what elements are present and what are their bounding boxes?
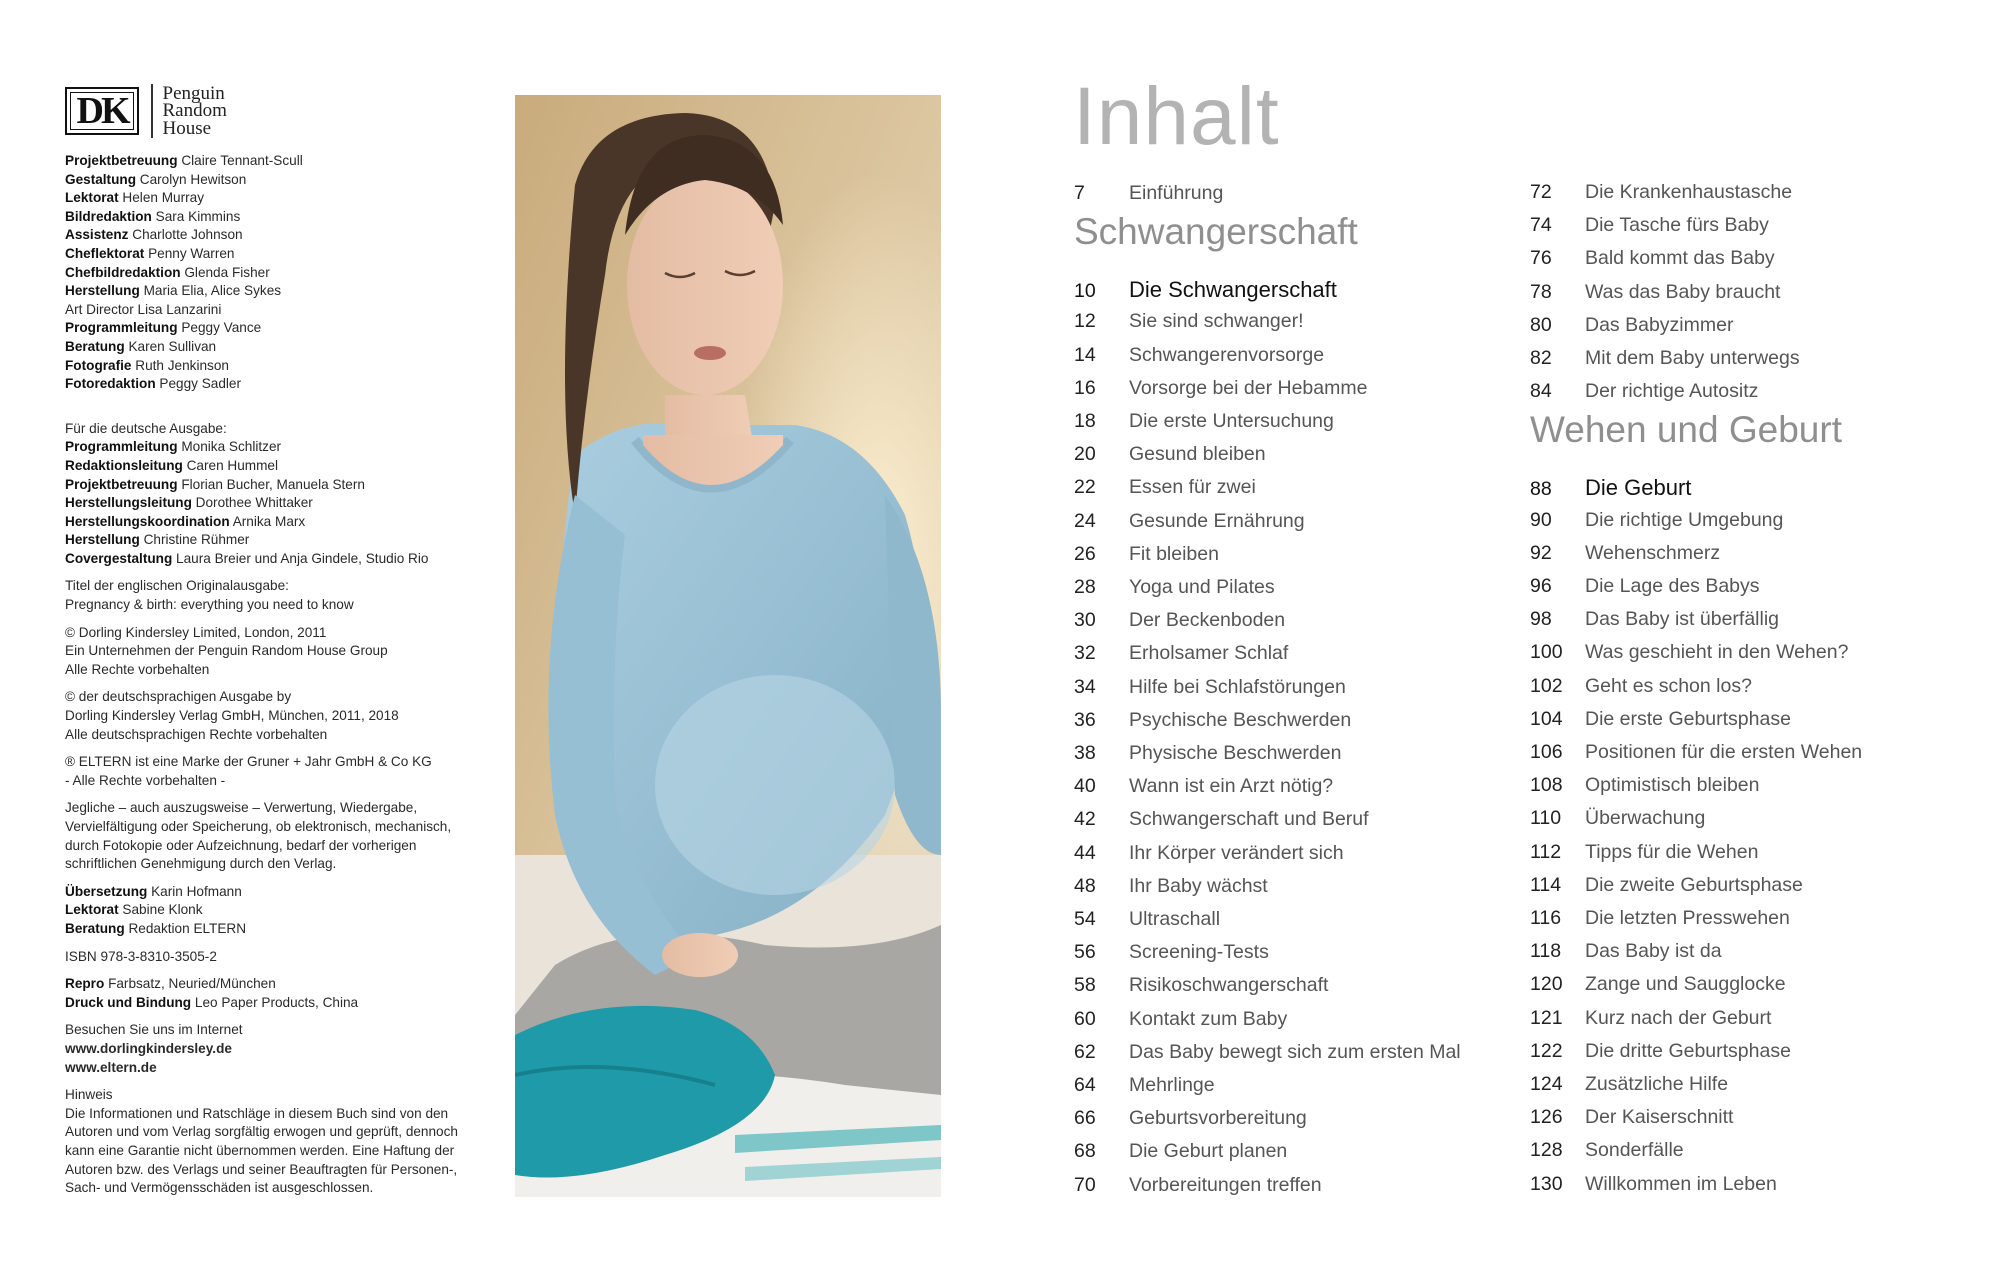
entry-title: Psychische Beschwerden [1129,708,1352,731]
toc-entry[interactable] [1074,1008,1287,1031]
credit-name: Glenda Fisher [184,264,270,280]
dk-penguin-logo [65,82,485,140]
entry-title: Hilfe bei Schlafstörungen [1129,675,1346,698]
toc-entry[interactable] [1074,908,1220,931]
toc-entry[interactable] [1530,807,1705,830]
entry-title: Optimistisch bleiben [1585,774,1760,797]
entry-title: Sie sind schwanger! [1129,310,1304,333]
page-number: 66 [1074,1107,1096,1130]
dk-logo-mark: DK [65,87,139,135]
german-edition-heading: Für die deutsche Ausgabe: [65,420,227,436]
page-number: 12 [1074,310,1096,333]
page-number: 116 [1530,907,1562,929]
entry-title: Was das Baby braucht [1585,280,1781,303]
credit-role: Druck und Bindung [65,994,192,1010]
entry-title: Die erste Geburtsphase [1585,707,1791,730]
entry-title: Die dritte Geburtsphase [1585,1039,1791,1062]
credit-role: Bildredaktion [65,208,152,224]
page-number: 44 [1074,841,1096,864]
page-number: 30 [1074,609,1096,632]
page-number: 20 [1074,443,1096,466]
entry-title: Fit bleiben [1129,542,1219,565]
web-intro: Besuchen Sie uns im Internet [65,1022,243,1038]
toc-entry[interactable] [1530,380,1758,403]
entry-title: Überwachung [1585,807,1706,830]
credit-role: Lektorat [65,902,119,918]
entry-title: Der Kaiserschnitt [1585,1106,1734,1129]
page-number: 70 [1074,1173,1096,1196]
page-number: 96 [1530,575,1552,597]
toc-entry[interactable] [1074,609,1285,632]
credit-line [65,513,485,532]
credit-name: Art Director Lisa Lanzarini [65,301,222,317]
entry-title: Gesunde Ernährung [1129,509,1305,532]
entry-title: Erholsamer Schlaf [1129,642,1289,665]
page-number: 54 [1074,908,1096,930]
credit-name: Ruth Jenkinson [135,357,229,373]
chapter-entry[interactable] [1074,277,1337,303]
entry-title: Wehenschmerz [1585,541,1721,564]
toc-entry[interactable] [1074,476,1256,499]
toc-entry[interactable] [1074,576,1275,599]
entry-title: Kurz nach der Geburt [1585,1006,1772,1029]
credit-line [65,282,485,301]
credit-line [65,301,485,320]
toc-entry[interactable] [1074,443,1266,466]
entry-title: Wann ist ein Arzt nötig? [1129,775,1334,798]
entry-title: Essen für zwei [1129,476,1256,499]
web-link-dk[interactable]: www.dorlingkindersley.de [65,1040,232,1056]
credit-role: Programmleitung [65,439,178,455]
entry-title: Ihr Baby wächst [1129,874,1268,897]
page-number: 98 [1530,608,1552,631]
toc-entry[interactable] [1074,642,1288,665]
toc-entry[interactable] [1074,709,1351,732]
page-number: 22 [1074,476,1096,499]
credit-name: Peggy Sadler [159,376,242,392]
credit-role: Beratung [65,920,125,936]
credit-line [65,975,485,994]
entry-title: Die Krankenhaustasche [1585,181,1793,203]
toc-entry[interactable] [1074,182,1223,205]
credits-german [65,438,485,568]
credit-name: Monika Schlitzer [181,439,282,455]
trademark-line: - Alle Rechte vorbehalten - [65,772,226,788]
rights-line: Vervielfältigung oder Speicherung, ob elektronisch, mechanisch, [65,819,452,834]
entry-title: Die zweite Geburtsphase [1585,873,1803,896]
publisher-line: House [162,117,212,139]
credit-name: Dorothee Whittaker [195,495,313,511]
toc-entry[interactable] [1074,808,1369,831]
credit-role: Herstellungsleitung [65,495,192,511]
page-number: 112 [1530,840,1562,863]
page-number: 56 [1074,941,1096,964]
toc-entry[interactable] [1074,1140,1287,1163]
page-number: 114 [1530,873,1562,896]
entry-title: Mit dem Baby unterwegs [1585,347,1800,369]
pregnant-woman-meditating-photo [515,95,941,1197]
toc-entry[interactable] [1530,214,1769,237]
toc-entry[interactable] [1530,708,1791,731]
toc-entry[interactable] [1074,1074,1215,1097]
credit-role: Fotografie [65,357,132,373]
entry-title: Willkommen im Leben [1585,1172,1777,1195]
page-number: 32 [1074,642,1096,665]
toc-entry[interactable] [1530,774,1760,797]
web-link-eltern[interactable]: www.eltern.de [65,1059,157,1075]
credit-role: Projektbetreuung [65,476,178,492]
toc-entry[interactable] [1530,314,1733,337]
toc-entry[interactable] [1530,575,1760,598]
entry-title: Geburtsvorbereitung [1129,1107,1307,1130]
credit-name: Karin Hofmann [151,883,242,899]
credit-name: Peggy Vance [181,320,262,336]
entry-title: Die letzten Presswehen [1585,907,1790,929]
credit-line [65,531,485,550]
entry-title: Die erste Untersuchung [1129,410,1334,432]
page-number: 60 [1074,1007,1096,1030]
entry-title: Das Baby bewegt sich zum ersten Mal [1129,1040,1461,1063]
toc-entry[interactable] [1530,641,1848,664]
section-heading: Schwangerschaft [1074,211,1358,253]
entry-title: Gesund bleiben [1129,443,1266,466]
section-heading: Wehen und Geburt [1530,409,1842,451]
copyright-uk-line: Alle Rechte vorbehalten [65,661,210,677]
credit-name: Maria Elia, Alice Sykes [143,283,282,299]
page-number: 40 [1074,775,1096,798]
page-number: 78 [1530,280,1552,303]
publisher-line: Random [162,100,227,122]
page-number: 124 [1530,1073,1563,1095]
credit-role: Beratung [65,338,125,354]
credit-role: Herstellung [65,532,140,548]
photo-illustration [515,95,941,1197]
entry-title: Die Geburt planen [1129,1140,1288,1163]
credit-line [65,189,485,208]
entry-title: Das Babyzimmer [1585,313,1734,336]
credit-line [65,494,485,513]
credit-role: Covergestaltung [65,550,173,566]
entry-title: Die Lage des Babys [1585,575,1760,597]
toc-entry[interactable] [1530,940,1722,963]
note-line: Die Informationen und Ratschläge in diesem Buch sind von den [65,1105,449,1121]
toc-entry[interactable] [1074,1041,1461,1064]
toc-entry[interactable] [1074,1107,1307,1130]
entry-title: Zusätzliche Hilfe [1585,1073,1729,1095]
entry-title: Die richtige Umgebung [1585,508,1784,531]
entry-title: Yoga und Pilates [1129,576,1275,598]
page-number: 82 [1530,347,1552,369]
credit-role: Redaktionsleitung [65,457,183,473]
entry-title: Tipps für die Wehen [1585,840,1759,863]
credit-role: Lektorat [65,190,119,206]
page-number: 74 [1530,214,1552,237]
copyright-uk-line: © Dorling Kindersley Limited, London, 2011 [65,624,327,640]
original-title-line: Pregnancy & birth: everything you need to know [65,597,354,613]
credit-line [65,375,485,394]
page-number: 64 [1074,1074,1096,1096]
page-number: 108 [1530,774,1563,797]
note-line: Autoren bzw. des Verlags und seiner Beauftragten für Personen-, [65,1161,458,1177]
entry-title: Vorbereitungen treffen [1129,1173,1322,1196]
page-number: 34 [1074,675,1096,698]
note-line: kann eine Garantie nicht übernommen werden. Eine Haftung der [65,1142,455,1158]
trademark-line: ® ELTERN ist eine Marke der Gruner + Jahr GmbH & Co KG [65,754,432,770]
credit-name: Christine Rühmer [143,532,250,548]
entry-title: Das Baby ist da [1585,940,1722,963]
toc-entry[interactable] [1530,1106,1733,1129]
toc-entry[interactable] [1530,1040,1791,1063]
toc-entry[interactable] [1530,181,1792,204]
credit-role: Herstellung [65,283,140,299]
page-number: 104 [1530,707,1563,730]
credit-name: Karen Sullivan [128,338,217,354]
page-number: 110 [1530,807,1562,830]
credit-name: Penny Warren [148,245,235,261]
page-number: 92 [1530,541,1552,564]
page-number: 84 [1530,380,1552,403]
toc-entry[interactable] [1530,247,1775,270]
toc-entry[interactable] [1530,841,1758,864]
page-number: 118 [1530,940,1562,963]
copyright-de-line: Alle deutschsprachigen Rechte vorbehalten [65,726,328,742]
page-number: 102 [1530,674,1563,697]
credit-role: Gestaltung [65,171,136,187]
toc-entry[interactable] [1530,1173,1777,1196]
page-number: 10 [1074,280,1096,303]
toc-entry[interactable] [1530,509,1783,532]
imprint-column [65,82,485,1198]
page-number: 26 [1074,542,1096,565]
toc-entry[interactable] [1074,941,1269,964]
page-number: 62 [1074,1040,1096,1063]
entry-title: Die Schwangerschaft [1129,277,1337,303]
entry-title: Zange und Saugglocke [1585,973,1786,996]
copyright-de-line: Dorling Kindersley Verlag GmbH, München, 2011, 2018 [65,708,399,724]
entry-title: Positionen für die ersten Wehen [1585,741,1863,763]
publisher-name [162,82,227,139]
toc-entry[interactable] [1530,741,1862,764]
note-heading: Hinweis [65,1087,113,1103]
credit-name: Redaktion ELTERN [128,920,247,936]
credit-name: Arnika Marx [232,513,306,529]
credit-line [65,457,485,476]
toc-entry[interactable] [1530,608,1779,631]
note-line: Sach- und Vermögensschäden ist ausgeschlossen. [65,1180,374,1196]
entry-title: Einführung [1129,182,1224,204]
toc-entry[interactable] [1074,410,1334,433]
page-number: 130 [1530,1172,1563,1195]
credit-line [65,319,485,338]
toc-entry[interactable] [1074,510,1305,533]
page-number: 122 [1530,1039,1563,1062]
page-number: 7 [1074,182,1085,204]
toc-entry[interactable] [1530,874,1803,897]
credit-line [65,901,485,920]
rights-line: Jegliche – auch auszugsweise – Verwertung, Wiedergabe, [65,800,418,816]
page-number: 14 [1074,343,1096,366]
note-line: Autoren und vom Verlag sorgfältig erwogen und geprüft, dennoch [65,1124,458,1140]
copyright-de-line: © der deutschsprachigen Ausgabe by [65,689,292,705]
page-number: 16 [1074,376,1096,399]
credits-print [65,975,485,1012]
entry-title: Sonderfälle [1585,1139,1684,1162]
toc-entry[interactable] [1074,344,1324,367]
toc-entry[interactable] [1074,543,1219,566]
credit-line [65,226,485,245]
toc-entry[interactable] [1074,377,1367,400]
entry-title: Die Tasche fürs Baby [1585,214,1769,237]
publisher-line: Penguin [162,82,225,104]
entry-title: Physische Beschwerden [1129,742,1342,764]
credit-line [65,550,485,569]
credit-role: Projektbetreuung [65,153,178,168]
credit-line [65,245,485,264]
toc-entry[interactable] [1530,281,1780,304]
page-number: 24 [1074,509,1096,532]
credit-name: Leo Paper Products, China [194,994,359,1010]
page-number: 76 [1530,247,1552,270]
page-number: 121 [1530,1006,1563,1029]
page-number: 126 [1530,1106,1563,1129]
entry-title: Risikoschwangerschaft [1129,974,1329,997]
credit-line [65,338,485,357]
credit-name: Sara Kimmins [155,208,241,224]
credit-line [65,883,485,902]
credit-name: Claire Tennant-Scull [181,153,303,168]
credit-role: Repro [65,976,105,992]
toc-entry[interactable] [1530,1073,1728,1096]
toc-entry[interactable] [1074,842,1344,865]
page-number: 90 [1530,508,1552,531]
page-number: 42 [1074,808,1096,831]
toc-entry[interactable] [1530,347,1800,370]
entry-title: Ultraschall [1129,908,1221,930]
page-number: 106 [1530,741,1563,763]
page-number: 80 [1530,313,1552,336]
toc-entry[interactable] [1530,1007,1771,1030]
entry-title: Was geschieht in den Wehen? [1585,641,1849,664]
credit-name: Charlotte Johnson [132,227,243,243]
page-number: 120 [1530,973,1563,996]
page-number: 58 [1074,974,1096,997]
credit-line [65,171,485,190]
toc-entry[interactable] [1074,1174,1322,1197]
credits-translation [65,883,485,939]
credit-role: Cheflektorat [65,245,145,261]
credit-line [65,357,485,376]
credit-line [65,476,485,495]
credit-role: Programmleitung [65,320,178,336]
entry-title: Schwangerschaft und Beruf [1129,808,1369,831]
page-number: 18 [1074,410,1096,432]
toc-entry[interactable] [1074,875,1268,898]
toc-entry[interactable] [1074,742,1341,765]
page-number: 38 [1074,742,1096,764]
rights-line: schriftlichen Genehmigung durch den Verlag. [65,856,337,872]
page-number: 100 [1530,641,1563,664]
toc-entry[interactable] [1074,310,1304,333]
toc-entry[interactable] [1074,775,1333,798]
chapter-entry[interactable] [1530,475,1691,501]
toc-entry[interactable] [1074,676,1346,699]
page-number: 128 [1530,1139,1563,1162]
page-number: 68 [1074,1140,1096,1163]
rights-line: durch Fotokopie oder Aufzeichnung, bedarf der vorherigen [65,837,417,853]
credit-line [65,152,485,171]
entry-title: Die Geburt [1585,475,1692,501]
credit-line [65,994,485,1013]
entry-title: Vorsorge bei der Hebamme [1129,376,1368,399]
logo-divider [151,84,153,138]
credit-name: Laura Breier und Anja Gindele, Studio Rio [176,550,429,566]
toc-entry[interactable] [1530,542,1720,565]
toc-entry[interactable] [1530,1139,1684,1162]
credit-role: Fotoredaktion [65,376,156,392]
entry-title: Screening-Tests [1129,941,1269,964]
credit-name: Carolyn Hewitson [139,171,247,187]
credit-line [65,438,485,457]
toc-entry[interactable] [1530,907,1790,930]
credit-line [65,208,485,227]
credit-name: Caren Hummel [186,457,279,473]
page-number: 88 [1530,478,1552,501]
toc-entry[interactable] [1530,675,1752,698]
credit-name: Farbsatz, Neuried/München [108,976,276,992]
toc-entry[interactable] [1074,974,1328,997]
credits-english [65,152,485,394]
entry-title: Schwangerenvorsorge [1129,343,1325,366]
entry-title: Ihr Körper verändert sich [1129,841,1344,864]
page-number: 28 [1074,576,1096,598]
credit-role: Assistenz [65,227,129,243]
toc-entry[interactable] [1530,973,1786,996]
credit-role: Chefbildredaktion [65,264,181,280]
entry-title: Kontakt zum Baby [1129,1007,1288,1030]
credit-line [65,264,485,283]
entry-title: Bald kommt das Baby [1585,247,1775,270]
entry-title: Das Baby ist überfällig [1585,608,1780,631]
credit-role: Herstellungskoordination [65,513,230,529]
credit-role: Übersetzung [65,883,148,899]
page-number: 48 [1074,874,1096,897]
credit-name: Sabine Klonk [122,902,203,918]
credit-name: Florian Bucher, Manuela Stern [181,476,365,492]
entry-title: Der Beckenboden [1129,609,1286,632]
page-number: 36 [1074,708,1096,731]
entry-title: Der richtige Autositz [1585,380,1759,403]
entry-title: Geht es schon los? [1585,674,1752,697]
isbn: ISBN 978-3-8310-3505-2 [65,948,217,964]
contents-title: Inhalt [1073,71,1280,162]
original-title-line: Titel der englischen Originalausgabe: [65,578,289,594]
entry-title: Mehrlinge [1129,1074,1215,1096]
page-number: 72 [1530,181,1552,203]
credit-line [65,920,485,939]
credit-name: Helen Murray [122,190,205,206]
copyright-uk-line: Ein Unternehmen der Penguin Random House Group [65,643,388,659]
